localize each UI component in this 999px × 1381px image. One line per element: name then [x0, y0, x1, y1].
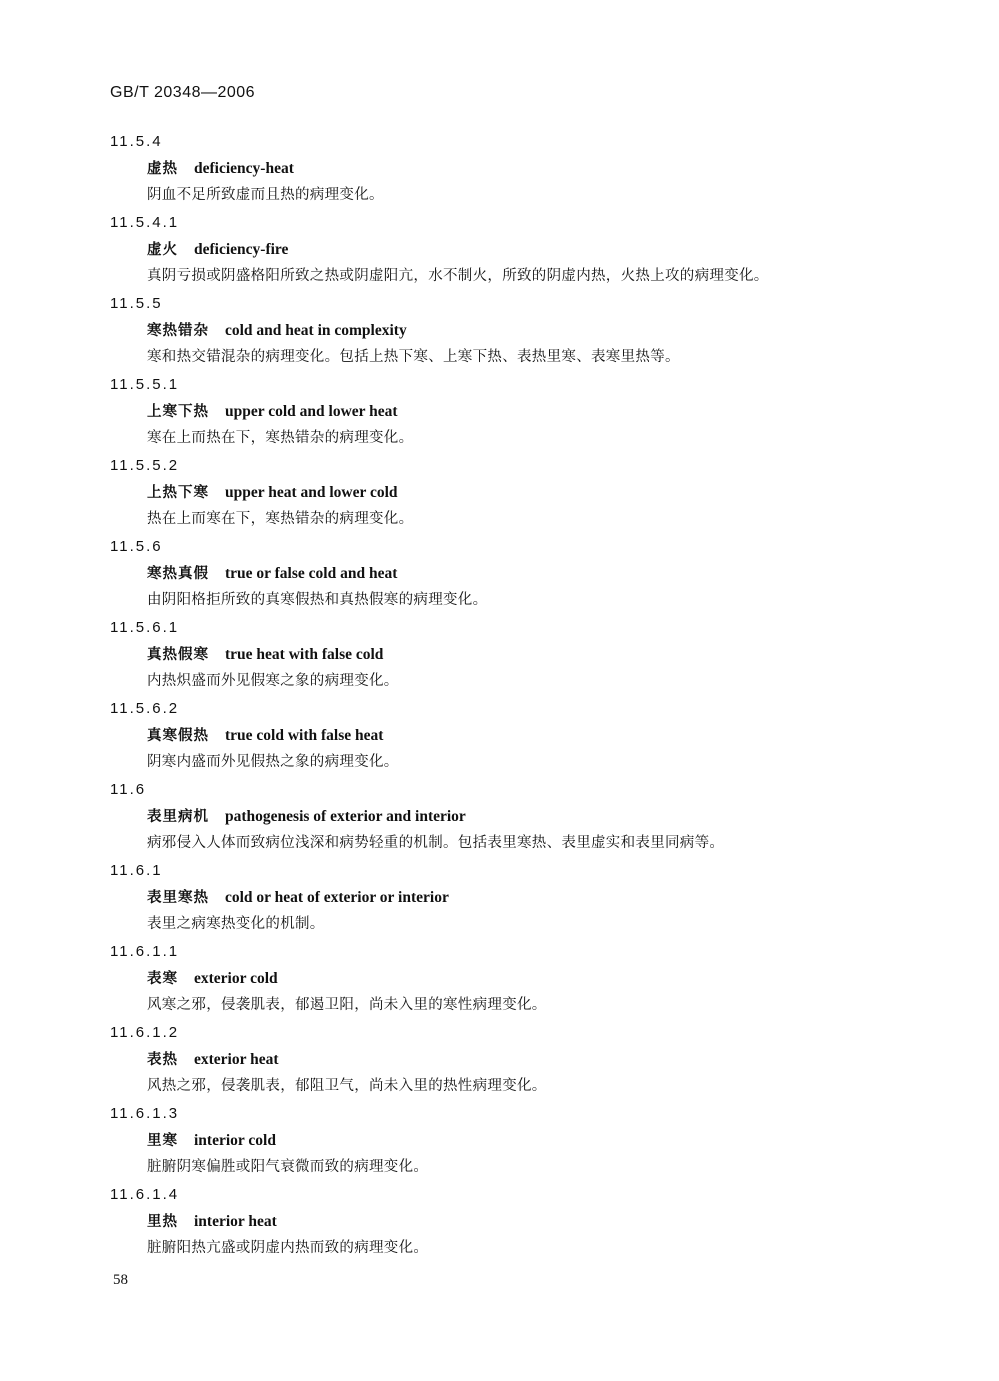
- entry-number: 11.6.1: [110, 862, 163, 879]
- entry-definition: 风寒之邪，侵袭肌表，郁遏卫阳，尚未入里的寒性病理变化。: [147, 997, 547, 1013]
- entry-term: [110, 1208, 890, 1235]
- entry-term: [110, 641, 890, 668]
- entry-definition: 病邪侵入人体而致病位浅深和病势轻重的机制。包括表里寒热、表里虚实和表里同病等。: [147, 835, 725, 851]
- entry-definition: 寒和热交错混杂的病理变化。包括上热下寒、上寒下热、表热里寒、表寒里热等。: [147, 349, 680, 365]
- entry-number: 11.6: [110, 781, 147, 798]
- entry-number: 11.5.5.2: [110, 457, 180, 474]
- entry-term: [110, 317, 890, 344]
- term-english: true or false cold and heat: [225, 565, 398, 582]
- term-entry: [110, 533, 890, 614]
- entry-term: [110, 803, 890, 830]
- entry-number: 11.5.5.1: [110, 376, 180, 393]
- term-entry: [110, 209, 890, 290]
- entry-term: [110, 965, 890, 992]
- term-chinese: 真寒假热: [147, 728, 209, 744]
- term-chinese: 上热下寒: [147, 485, 209, 501]
- entry-number: 11.5.4: [110, 133, 163, 150]
- term-chinese: 寒热真假: [147, 566, 209, 582]
- entry-number: 11.5.5: [110, 295, 163, 312]
- term-chinese: 虚热: [147, 161, 178, 177]
- entry-term: [110, 155, 890, 182]
- entry-definition: 阴寒内盛而外见假热之象的病理变化。: [147, 754, 399, 770]
- term-chinese: 真热假寒: [147, 647, 209, 663]
- entry-term: [110, 884, 890, 911]
- term-entry: [110, 938, 890, 1019]
- term-english: cold and heat in complexity: [225, 322, 407, 339]
- entry-number: 11.6.1.3: [110, 1105, 180, 1122]
- term-entry: [110, 857, 890, 938]
- term-chinese: 寒热错杂: [147, 323, 209, 339]
- term-chinese: 里寒: [147, 1133, 178, 1149]
- entry-definition: 寒在上而热在下，寒热错杂的病理变化。: [147, 430, 414, 446]
- term-english: interior heat: [194, 1213, 277, 1230]
- entry-definition: 内热炽盛而外见假寒之象的病理变化。: [147, 673, 399, 689]
- entry-definition: 由阴阳格拒所致的真寒假热和真热假寒的病理变化。: [147, 592, 488, 608]
- term-entry: [110, 452, 890, 533]
- entry-term: [110, 1127, 890, 1154]
- entry-number: 11.6.1.1: [110, 943, 180, 960]
- entry-number: 11.5.6.1: [110, 619, 180, 636]
- entry-term: [110, 398, 890, 425]
- entry-number: 11.6.1.4: [110, 1186, 180, 1203]
- term-entry: [110, 1019, 890, 1100]
- entry-number: 11.6.1.2: [110, 1024, 180, 1041]
- term-english: deficiency-heat: [194, 160, 294, 177]
- term-chinese: 里热: [147, 1214, 178, 1230]
- document-code-header: GB/T 20348—2006: [110, 84, 256, 101]
- entry-definition: 风热之邪，侵袭肌表，郁阻卫气，尚未入里的热性病理变化。: [147, 1078, 547, 1094]
- entry-term: [110, 236, 890, 263]
- term-entry: [110, 1181, 890, 1262]
- entry-definition: 热在上而寒在下，寒热错杂的病理变化。: [147, 511, 414, 527]
- term-entry: [110, 1100, 890, 1181]
- entry-definition: 表里之病寒热变化的机制。: [147, 916, 325, 932]
- term-english: true cold with false heat: [225, 727, 384, 744]
- term-english: upper heat and lower cold: [225, 484, 398, 501]
- term-chinese: 上寒下热: [147, 404, 209, 420]
- entry-definition: 真阴亏损或阴盛格阳所致之热或阴虚阳亢，水不制火，所致的阴虚内热，火热上攻的病理变化。: [147, 268, 769, 284]
- page-number: 58: [113, 1272, 128, 1288]
- entry-definition: 脏腑阳热亢盛或阴虚内热而致的病理变化。: [147, 1240, 429, 1256]
- term-english: cold or heat of exterior or interior: [225, 889, 449, 906]
- term-english: upper cold and lower heat: [225, 403, 398, 420]
- entry-number: 11.5.6: [110, 538, 163, 555]
- entry-number: 11.5.6.2: [110, 700, 180, 717]
- term-chinese: 虚火: [147, 242, 178, 258]
- term-chinese: 表热: [147, 1052, 178, 1068]
- term-chinese: 表里病机: [147, 809, 209, 825]
- term-english: true heat with false cold: [225, 646, 384, 663]
- term-english: pathogenesis of exterior and interior: [225, 808, 466, 825]
- term-chinese: 表寒: [147, 971, 178, 987]
- term-entry: [110, 776, 890, 857]
- term-entry: [110, 128, 890, 209]
- term-chinese: 表里寒热: [147, 890, 209, 906]
- term-entry: [110, 614, 890, 695]
- term-english: deficiency-fire: [194, 241, 289, 258]
- term-english: interior cold: [194, 1132, 276, 1149]
- term-english: exterior cold: [194, 970, 278, 987]
- entry-term: [110, 722, 890, 749]
- term-entry: [110, 695, 890, 776]
- term-entries: [110, 128, 890, 1262]
- term-english: exterior heat: [194, 1051, 279, 1068]
- entry-term: [110, 479, 890, 506]
- term-entry: [110, 290, 890, 371]
- entry-definition: 阴血不足所致虚而且热的病理变化。: [147, 187, 384, 203]
- term-entry: [110, 371, 890, 452]
- entry-definition: 脏腑阴寒偏胜或阳气衰微而致的病理变化。: [147, 1159, 429, 1175]
- entry-number: 11.5.4.1: [110, 214, 180, 231]
- entry-term: [110, 1046, 890, 1073]
- entry-term: [110, 560, 890, 587]
